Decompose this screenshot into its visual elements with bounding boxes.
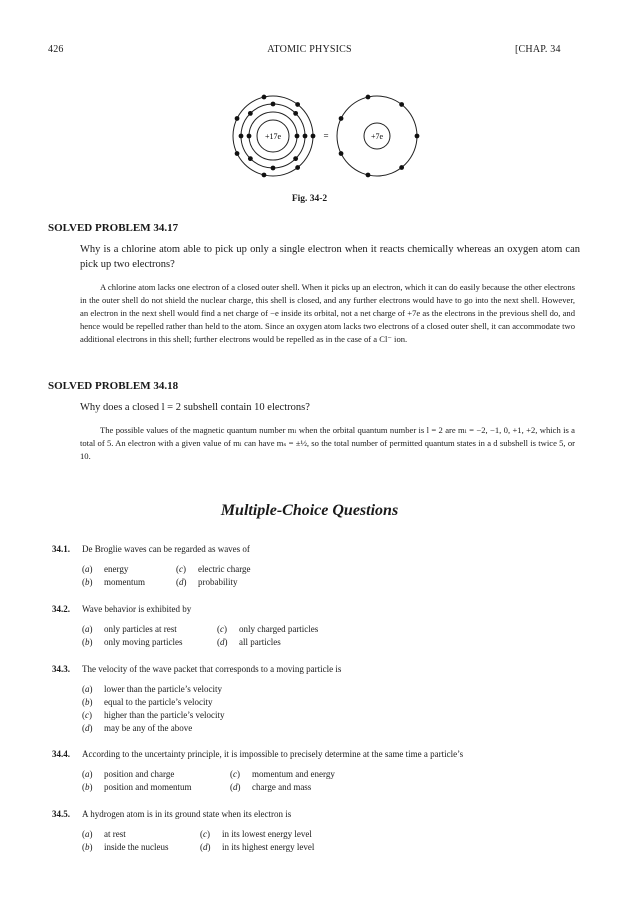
electron-dot (293, 111, 298, 116)
electron-dot (262, 95, 267, 100)
equals-sign: = (323, 131, 329, 141)
electron-dot (295, 134, 300, 139)
problem-question: Why does a closed l = 2 subshell contain 10 electrons? (80, 402, 310, 413)
electron-dot (399, 165, 404, 170)
question-number: 34.1. (52, 544, 70, 554)
electron-dot (271, 166, 276, 171)
answer-option: (c) electric charge (176, 564, 251, 574)
atom-diagram-figure (225, 88, 435, 188)
electron-dot (248, 111, 253, 116)
answer-option: (a) position and charge (82, 769, 175, 779)
electron-dot (366, 95, 371, 100)
answer-option: (d) all particles (217, 637, 281, 647)
answer-option: (b) only moving particles (82, 637, 183, 647)
electron-dot (399, 102, 404, 107)
question-number: 34.4. (52, 749, 70, 759)
question-stem: Wave behavior is exhibited by (82, 604, 192, 614)
core-charge-label: +7e (370, 132, 384, 141)
electron-dot (366, 173, 371, 178)
running-title: ATOMIC PHYSICS (267, 44, 352, 55)
electron-dot (415, 134, 420, 139)
electron-dot (235, 116, 240, 121)
solved-problem-title: SOLVED PROBLEM 34.18 (48, 380, 179, 392)
chlorine-atom-diagram (233, 95, 315, 178)
answer-option: (c) higher than the particle’s velocity (82, 710, 225, 720)
problem-answer: A chlorine atom lacks one electron of a closed outer shell. When it picks up an electron, which it can do easily because the other electrons in the outer shell do not shield the nuclear charge, this shell is closed, and any further electrons would have to go into the next shell. However, an electron in the next shell would find a net charge of −e inside its orbital, not a net charge of +7e as the electrons in the previous shell do, and hence would be repelled rather than held to the atom. Since an oxygen atom lacks two electrons of a closed outer shell, it can accommodate two additional electrons in this shell; further electrons would be repelled as in the case of a Cl⁻ ion. (80, 282, 575, 344)
answer-option: (d) in its highest energy level (200, 842, 315, 852)
answer-option: (c) momentum and energy (230, 769, 335, 779)
electron-dot (295, 165, 300, 170)
electron-dot (339, 151, 344, 156)
electron-dot (247, 134, 252, 139)
answer-option: (b) momentum (82, 577, 145, 587)
electron-dot (303, 134, 308, 139)
answer-option: (d) charge and mass (230, 782, 312, 792)
electron-dot (248, 156, 253, 161)
electron-dot (239, 134, 244, 139)
electron-dot (271, 102, 276, 107)
answer-option: (c) only charged particles (217, 624, 319, 634)
answer-option: (a) energy (82, 564, 129, 574)
answer-option: (d) may be any of the above (82, 723, 193, 733)
electron-dot (311, 134, 316, 139)
question-number: 34.2. (52, 604, 70, 614)
chapter-label: [CHAP. 34 (515, 44, 561, 55)
solved-problem-title: SOLVED PROBLEM 34.17 (48, 222, 179, 234)
answer-option: (a) at rest (82, 829, 126, 839)
answer-option: (b) inside the nucleus (82, 842, 169, 852)
question-stem: The velocity of the wave packet that corresponds to a moving particle is (82, 664, 342, 674)
page-number: 426 (48, 44, 64, 55)
problem-answer: The possible values of the magnetic quantum number mₗ when the orbital quantum number is l = 2 are mₗ = −2, −1, 0, +1, +2, which is a total of 5. An electron with a given value of mₗ can have mₛ = ±½, so the total number of permitted quantum states in a d subshell is twice 5, or 10. (80, 425, 575, 461)
question-stem: A hydrogen atom is in its ground state when its electron is (82, 809, 292, 819)
electron-dot (293, 156, 298, 161)
question-number: 34.5. (52, 809, 70, 819)
electron-dot (339, 116, 344, 121)
electron-dot (295, 102, 300, 107)
answer-option: (a) only particles at rest (82, 624, 177, 634)
question-number: 34.3. (52, 664, 70, 674)
electron-dot (262, 173, 267, 178)
answer-option: (b) position and momentum (82, 782, 192, 792)
chlorine-nucleus-label: +17e (264, 132, 282, 141)
core-equivalent-diagram (337, 95, 419, 178)
electron-dot (235, 151, 240, 156)
question-stem: According to the uncertainty principle, it is impossible to precisely determine at the same time a particle’s (82, 749, 464, 759)
section-heading: Multiple-Choice Questions (220, 502, 399, 519)
question-stem: De Broglie waves can be regarded as waves of (82, 544, 250, 554)
answer-option: (c) in its lowest energy level (200, 829, 312, 839)
answer-option: (b) equal to the particle’s velocity (82, 697, 213, 707)
figure-caption: Fig. 34-2 (291, 194, 328, 204)
answer-option: (d) probability (176, 577, 238, 587)
problem-question: Why is a chlorine atom able to pick up only a single electron when it reacts chemically whereas an oxygen atom can pick up two electrons? (80, 244, 580, 270)
answer-option: (a) lower than the particle’s velocity (82, 684, 222, 694)
